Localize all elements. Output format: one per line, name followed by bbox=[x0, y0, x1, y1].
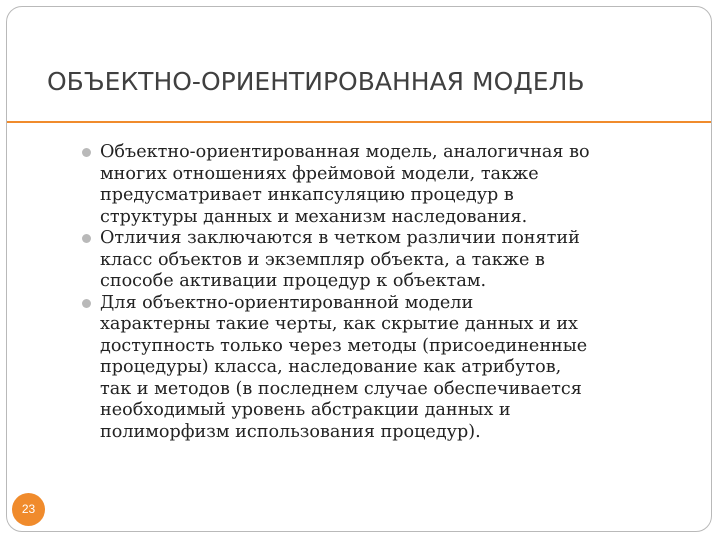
bullet-line: полиморфизм использования процедур). bbox=[100, 421, 481, 442]
bullet-item bbox=[80, 293, 690, 444]
bullet-line: Для объектно-ориентированной модели bbox=[100, 292, 474, 313]
bullet-icon bbox=[82, 148, 91, 157]
title-divider bbox=[7, 121, 711, 123]
bullet-text bbox=[100, 142, 690, 228]
bullet-line: способе активации процедур к объектам. bbox=[100, 271, 487, 291]
bullet-line: многих отношениях фреймовой модели, также bbox=[100, 163, 539, 184]
bullet-icon bbox=[82, 234, 91, 243]
bullet-line: предусматривает инкапсуляцию процедур в bbox=[100, 185, 514, 205]
bullet-line: характерны такие черты, как скрытие данных и их bbox=[100, 314, 578, 334]
bullet-icon bbox=[82, 299, 91, 308]
page-number-badge: 23 bbox=[12, 493, 45, 526]
bullet-list bbox=[80, 142, 690, 443]
bullet-line: доступность только через методы (присоединенные bbox=[100, 335, 588, 356]
bullet-line: Объектно-ориентированная модель, аналогичная во bbox=[100, 142, 590, 162]
bullet-line: необходимый уровень абстракции данных и bbox=[100, 400, 511, 420]
bullet-item bbox=[80, 228, 690, 293]
bullet-line: структуры данных и механизм наследования. bbox=[100, 206, 528, 227]
bullet-line: класс объектов и экземпляр объекта, а также в bbox=[100, 249, 545, 270]
bullet-line: процедуры) класса, наследование как атрибутов, bbox=[100, 357, 562, 377]
bullet-item bbox=[80, 142, 690, 228]
bullet-line: Отличия заключаются в четком различии понятий bbox=[100, 228, 580, 248]
bullet-line: так и методов (в последнем случае обеспечивается bbox=[100, 378, 582, 399]
bullet-text bbox=[100, 228, 690, 293]
bullet-text bbox=[100, 293, 690, 444]
slide-title: ОБЪЕКТНО-ОРИЕНТИРОВАННАЯ МОДЕЛЬ bbox=[47, 67, 585, 96]
